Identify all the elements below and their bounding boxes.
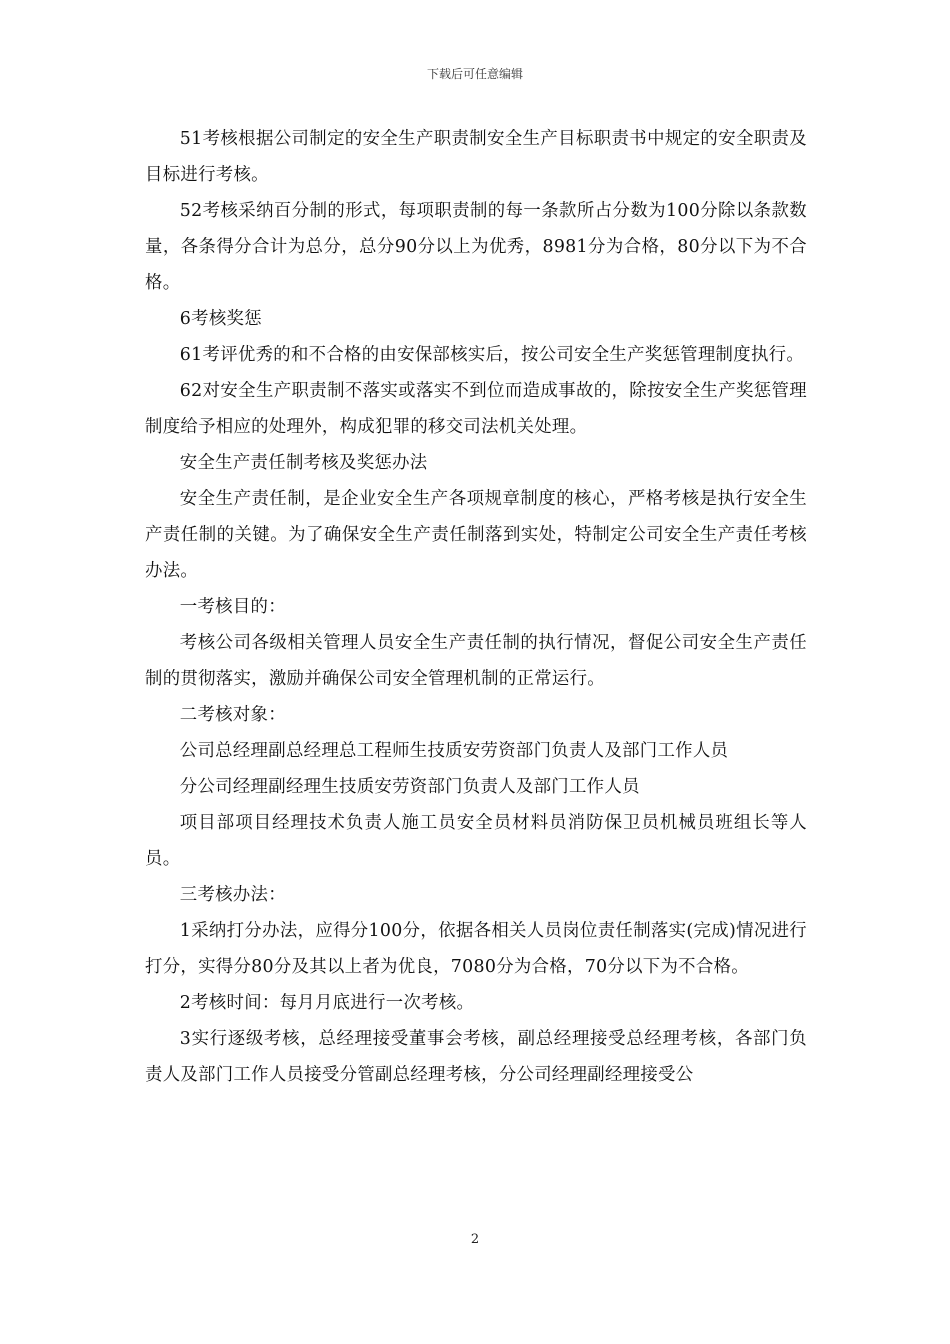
section-heading: 一考核目的： <box>179 597 286 617</box>
page-number: 2 <box>470 1232 480 1247</box>
section-heading: 二考核对象： <box>179 705 286 725</box>
paragraph: 3实行逐级考核，总经理接受董事会考核，副总经理接受总经理考核，各部门负责人及部门工作人员接受分管副总经理考核，分公司经理副经理接受公 <box>145 1029 807 1085</box>
section-heading: 6考核奖惩 <box>179 309 262 329</box>
paragraph: 61考评优秀的和不合格的由安保部核实后，按公司安全生产奖惩管理制度执行。 <box>179 345 805 365</box>
paragraph: 51考核根据公司制定的安全生产职责制安全生产目标职责书中规定的安全职责及目标进行考核。 <box>145 129 807 185</box>
paragraph: 考核公司各级相关管理人员安全生产责任制的执行情况，督促公司安全生产责任制的贯彻落实，激励并确保公司安全管理机制的正常运行。 <box>145 633 807 689</box>
paragraph: 52考核采纳百分制的形式，每项职责制的每一条款所占分数为100分除以条款数量，各条得分合计为总分，总分90分以上为优秀，8981分为合格，80分以下为不合格。 <box>145 201 807 293</box>
document-title: 安全生产责任制考核及奖惩办法 <box>179 453 428 473</box>
paragraph: 1采纳打分办法，应得分100分，依据各相关人员岗位责任制落实(完成)情况进行打分，实得分80分及其以上者为优良，7080分为合格，70分以下为不合格。 <box>145 921 807 977</box>
paragraph: 项目部项目经理技术负责人施工员安全员材料员消防保卫员机械员班组长等人员。 <box>145 813 807 869</box>
page-header: 下载后可任意编辑 <box>426 67 523 81</box>
document-body <box>145 121 807 1093</box>
paragraph: 62对安全生产职责制不落实或落实不到位而造成事故的，除按安全生产奖惩管理制度给予相应的处理外，构成犯罪的移交司法机关处理。 <box>145 381 807 437</box>
paragraph: 2考核时间：每月月底进行一次考核。 <box>179 993 475 1013</box>
paragraph: 公司总经理副总经理总工程师生技质安劳资部门负责人及部门工作人员 <box>179 741 729 761</box>
section-heading: 三考核办法： <box>179 885 286 905</box>
paragraph: 分公司经理副经理生技质安劳资部门负责人及部门工作人员 <box>179 777 640 797</box>
paragraph: 安全生产责任制，是企业安全生产各项规章制度的核心，严格考核是执行安全生产责任制的关键。为了确保安全生产责任制落到实处，特制定公司安全生产责任考核办法。 <box>145 489 807 581</box>
